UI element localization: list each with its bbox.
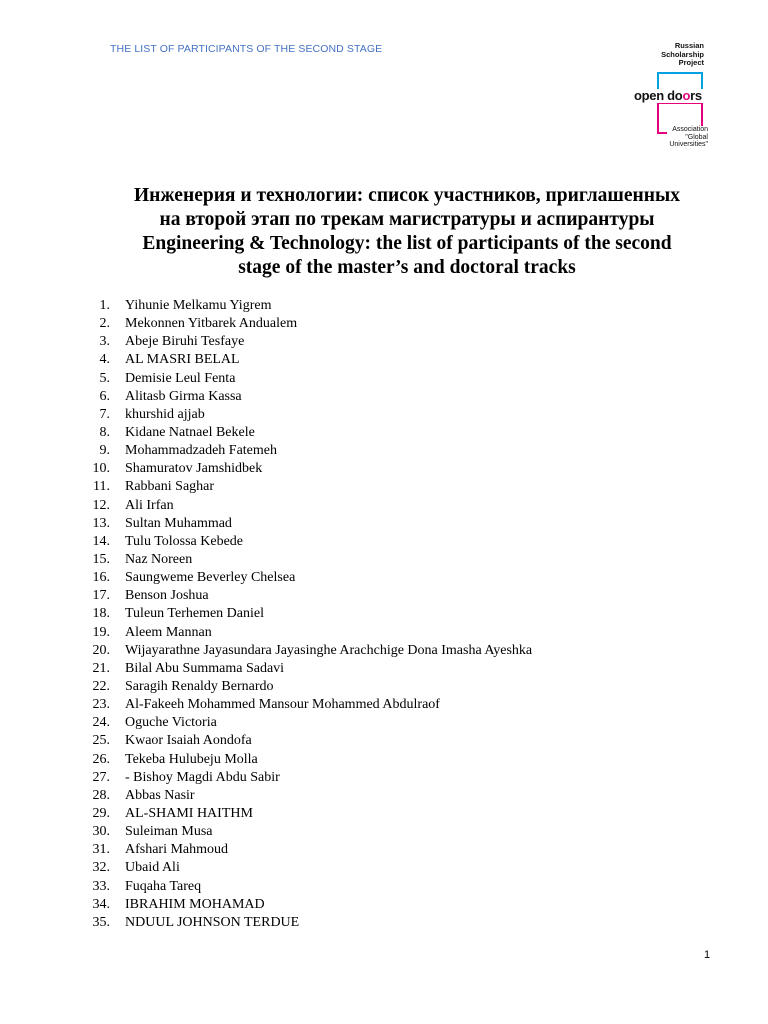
list-item-name: Kidane Natnael Bekele [125,424,255,440]
list-item-name: Sultan Muhammad [125,515,232,531]
list-item-name: Demisie Leul Fenta [125,370,236,386]
list-item-name: - Bishoy Magdi Abdu Sabir [125,769,280,785]
list-item-name: Al-Fakeeh Mohammed Mansour Mohammed Abdulraof [125,697,440,713]
list-item-name: Abeje Biruhi Tesfaye [125,334,245,350]
list-item-number: 8. [99,424,110,440]
list-item-name: NDUUL JOHNSON TERDUE [125,914,300,930]
list-item [80,497,720,515]
list-item-name: Saungweme Beverley Chelsea [125,570,296,586]
list-item [80,878,720,896]
list-item [80,823,720,841]
list-item-number: 32. [92,860,110,876]
list-item-name: Bilal Abu Summama Sadavi [125,660,285,676]
list-item-number: 10. [92,461,110,477]
list-item [80,678,720,696]
participants-list [80,297,720,932]
list-item [80,751,720,769]
list-item-number: 33. [92,878,110,894]
list-item [80,660,720,678]
title-line-2: на второй этап по трекам магистратуры и аспирантуры [159,209,655,230]
list-item-number: 14. [92,533,110,549]
list-item-name: Suleiman Musa [125,824,213,840]
list-item [80,351,720,369]
list-item [80,605,720,623]
list-item-name: Alitasb Girma Kassa [125,388,242,404]
list-item-name: Shamuratov Jamshidbek [125,461,263,477]
list-item [80,442,720,460]
list-item [80,732,720,750]
list-item-number: 19. [92,624,110,640]
list-item-number: 20. [92,642,110,658]
list-item-number: 23. [92,697,110,713]
list-item-number: 29. [92,805,110,821]
list-item [80,297,720,315]
list-item-number: 30. [92,824,110,840]
list-item-number: 31. [92,842,110,858]
list-item [80,370,720,388]
list-item [80,533,720,551]
list-item [80,388,720,406]
list-item-name: Naz Noreen [125,551,193,567]
list-item-number: 16. [92,570,110,586]
logo-door-frame-icon [657,72,703,134]
list-item [80,696,720,714]
list-item-number: 17. [92,588,110,604]
list-item-name: Oguche Victoria [125,715,217,731]
list-item-number: 28. [92,787,110,803]
open-doors-logo [632,42,716,146]
list-item [80,315,720,333]
list-item [80,859,720,877]
list-item-number: 4. [99,352,110,368]
list-item [80,914,720,932]
list-item-number: 15. [92,551,110,567]
title-line-3: Engineering & Technology: the list of participants of the second [142,233,672,254]
list-item-name: Abbas Nasir [125,787,195,803]
list-item-number: 5. [99,370,110,386]
logo-project-name [661,42,704,68]
list-item-name: Mekonnen Yitbarek Andualem [125,316,298,332]
list-item-number: 12. [92,497,110,513]
list-item-name: Fuqaha Tareq [125,878,202,894]
list-item-number: 24. [92,715,110,731]
list-item [80,896,720,914]
list-item-name: AL MASRI BELAL [125,352,240,368]
list-item-number: 2. [99,316,110,332]
title-line-4: stage of the master’s and doctoral tracks [238,257,576,278]
list-item [80,714,720,732]
list-item-number: 7. [99,406,110,422]
list-item [80,787,720,805]
list-item [80,624,720,642]
list-item [80,333,720,351]
list-item-name: Ali Irfan [125,497,174,513]
list-item-number: 11. [93,479,110,495]
list-item-name: Saragih Renaldy Bernardo [125,678,274,694]
list-item-number: 9. [99,443,110,459]
list-item [80,569,720,587]
logo-brand-part1: open do [634,88,683,103]
list-item-name: Mohammadzadeh Fatemeh [125,443,278,459]
list-item [80,460,720,478]
list-item-number: 3. [99,334,110,350]
list-item-name: Tulu Tolossa Kebede [125,533,244,549]
list-item-name: Yihunie Melkamu Yigrem [125,298,272,313]
list-item-name: IBRAHIM MOHAMAD [125,896,265,912]
list-item-number: 21. [92,660,110,676]
list-item-name: Tekeba Hulubeju Molla [125,751,258,767]
list-item [80,841,720,859]
logo-brand-part2: o [682,88,691,103]
list-item-number: 6. [99,388,110,404]
list-item [80,805,720,823]
list-item-name: Tuleun Terhemen Daniel [125,606,264,622]
logo-line-association: Association [672,126,708,133]
list-item-name: khurshid ajjab [125,406,205,422]
list-item-number: 1. [99,298,110,313]
list-item-name: Kwaor Isaiah Aondofa [125,733,252,749]
logo-brand-part3: rs [690,88,702,103]
list-item [80,587,720,605]
logo-line-russian: Russian [674,42,704,50]
list-item-name: Benson Joshua [125,588,209,604]
document-title [80,184,734,280]
list-item-name: Wijayarathne Jayasundara Jayasinghe Arachchige Dona Imasha Ayeshka [125,642,533,658]
logo-line-scholarship: Scholarship [661,49,704,59]
title-line-1: Инженерия и технологии: список участников, приглашенных [134,185,680,206]
logo-association [667,126,708,146]
list-item-number: 13. [92,515,110,531]
list-item-number: 35. [92,914,110,930]
list-item-name: Rabbani Saghar [125,479,215,495]
list-item-name: Afshari Mahmoud [125,842,229,858]
list-item-number: 18. [92,606,110,622]
list-item-number: 22. [92,678,110,694]
logo-line-universities: Universities" [669,141,708,146]
list-item-number: 34. [92,896,110,912]
logo-line-global: "Global [685,133,708,141]
list-item-name: AL-SHAMI HAITHM [125,805,253,821]
logo-brand-wordmark [633,89,703,103]
list-item [80,769,720,787]
list-item-name: Aleem Mannan [125,624,212,640]
list-item [80,406,720,424]
list-item-number: 25. [92,733,110,749]
logo-line-project: Project [678,58,704,67]
page-header-text: THE LIST OF PARTICIPANTS OF THE SECOND STAGE [110,43,383,55]
list-item [80,515,720,533]
page-number: 1 [704,949,711,961]
list-item-name: Ubaid Ali [125,860,180,876]
list-item [80,478,720,496]
list-item-number: 27. [92,769,110,785]
list-item-number: 26. [92,751,110,767]
list-item [80,424,720,442]
list-item [80,642,720,660]
list-item [80,551,720,569]
